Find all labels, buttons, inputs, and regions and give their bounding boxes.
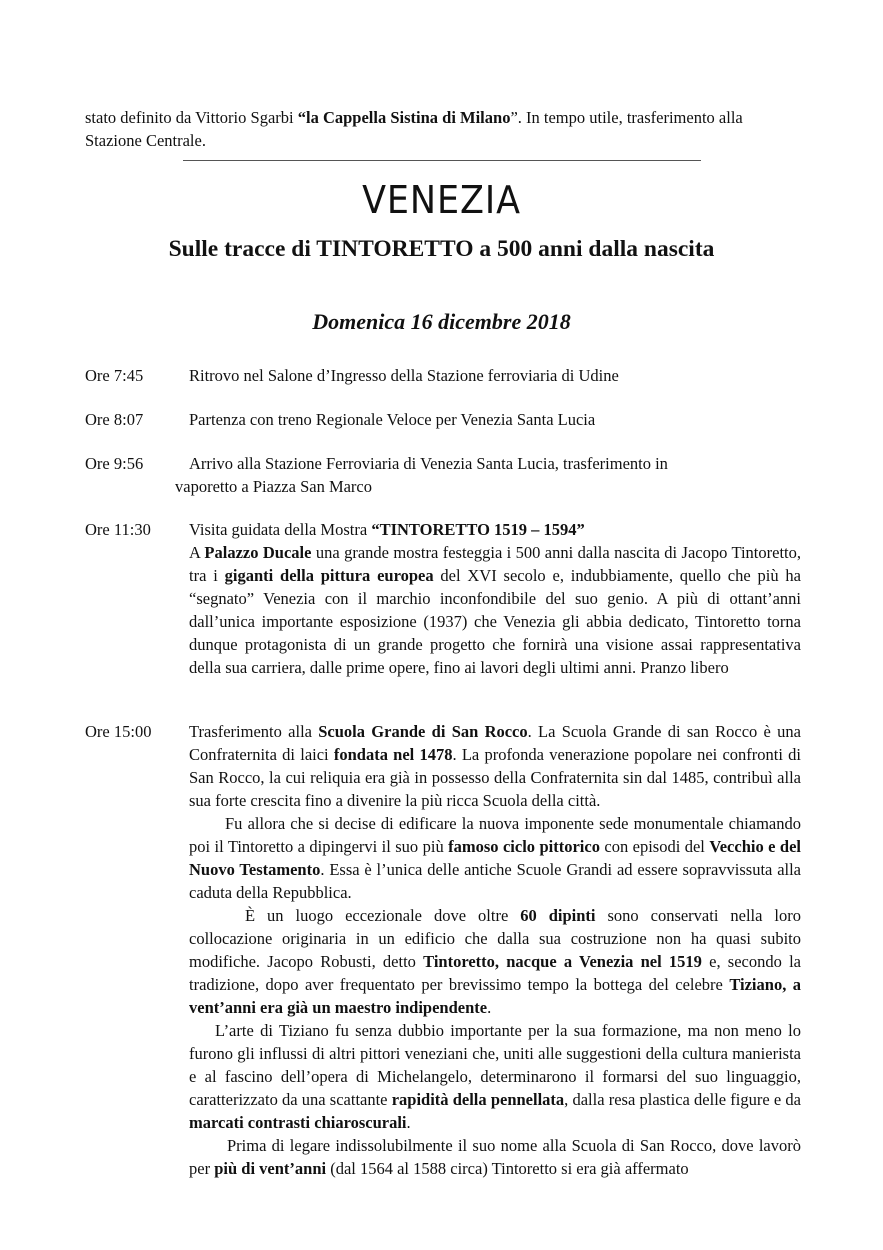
schedule-text-line: Arrivo alla Stazione Ferroviaria di Venezia Santa Lucia, trasferimento in: [189, 454, 668, 473]
schedule-text: [189, 720, 801, 1180]
schedule-time: Ore 8:07: [85, 410, 144, 429]
text-run: sono conservati nella loro collocazione originaria in un edificio che dalla sua costruzione non ha quasi subito modifiche. Jacopo Robusti, detto: [189, 906, 802, 971]
text-run: . La profonda venerazione popolare nei confronti di San Rocco, la cui reliquia era già in possesso della Confraternita sin dal 1485, contribuì alla sua forte crescita fino a divenire la più ricca Scuola della città.: [189, 745, 801, 810]
intro-bold: “la Cappella Sistina di Milano: [297, 108, 511, 127]
text-run: una grande mostra festeggia i 500 anni dalla nascita di Jacopo Tintoretto, tra i: [189, 543, 801, 585]
intro-text-end: ”. In tempo utile, trasferimento alla Stazione Centrale.: [85, 108, 743, 150]
intro-text: stato definito da Vittorio Sgarbi: [85, 108, 298, 127]
exhibition-description: [189, 541, 801, 679]
schedule-time: Ore 15:00: [85, 722, 152, 741]
bold-run: famoso ciclo pittorico: [448, 837, 600, 856]
text-run: . Essa è l’unica delle antiche Scuole Grandi ad essere sopravvissuta alla caduta della Repubblica.: [189, 860, 802, 902]
exhibition-heading-text: Visita guidata della Mostra: [189, 520, 372, 539]
bold-run: Vecchio e del Nuovo Testamento: [189, 837, 801, 879]
bold-run: marcati contrasti chiaroscurali: [189, 1113, 407, 1132]
text-run: È un luogo eccezionale dove oltre: [245, 906, 521, 925]
text-run: del XVI secolo e, indubbiamente, quello che più ha “segnato” Venezia con il marchio inconfondibile del suo genio. A più di ottant’anni dall’unica importante esposizione (1937) che Venezia gli abbia dedicato, Tintoretto torna dunque protagonista di un grande progetto che fornirà una visione assai rappresentativa della sua carriera, dalle prime opere, fino ai lavori degli ultimi anni. Pranzo libero: [189, 566, 801, 677]
bold-run: Scuola Grande di San Rocco: [318, 722, 528, 741]
scuola-paragraph-1: [189, 720, 801, 812]
bold-run: Tintoretto, nacque a Venezia nel 1519: [423, 952, 702, 971]
scuola-paragraph-2: [189, 812, 801, 904]
text-run: L’arte di Tiziano fu senza dubbio importante per la sua formazione, ma non meno lo furono gli influssi di altri pittori veneziani che, uniti alle suggestioni della cultura manierista e al fascino dell’opera di Michelangelo, determinarono il formarsi del suo linguaggio, caratterizzato da una scattante: [189, 1021, 801, 1109]
text-run: A: [189, 543, 205, 562]
scuola-paragraph-3: [189, 904, 801, 1019]
schedule-text-line: vaporetto a Piazza San Marco: [175, 477, 373, 496]
separator-rule: [183, 160, 701, 161]
bold-run: più di vent’anni: [214, 1159, 327, 1178]
exhibition-heading: [189, 518, 801, 541]
bold-run: fondata nel 1478: [333, 745, 453, 764]
schedule-time: Ore 11:30: [85, 520, 151, 539]
text-run: e, secondo la tradizione, dopo aver frequentato per brevissimo tempo la bottega del celebre: [189, 952, 801, 994]
bold-run: Tiziano, a vent’anni era già un maestro indipendente: [189, 975, 801, 1017]
text-run: con episodi del: [599, 837, 710, 856]
city-title: VENEZIA: [362, 178, 521, 222]
bold-run: rapidità della pennellata: [391, 1090, 565, 1109]
text-run: Trasferimento alla: [189, 722, 319, 741]
text-run: Prima di legare indissolubilmente il suo nome alla Scuola di San Rocco, dove lavorò per: [189, 1136, 801, 1178]
schedule-text: Partenza con treno Regionale Veloce per Venezia Santa Lucia: [189, 410, 596, 429]
bold-run: Palazzo Ducale: [204, 543, 312, 562]
schedule-time: Ore 9:56: [85, 454, 144, 473]
page-subtitle: Sulle tracce di TINTORETTO a 500 anni dalla nascita: [168, 236, 715, 262]
scuola-paragraph-5: [189, 1134, 801, 1180]
text-run: .: [406, 1113, 411, 1132]
schedule-text: [175, 452, 801, 498]
text-run: .: [487, 998, 492, 1017]
text-run: , dalla resa plastica delle figure e da: [564, 1090, 801, 1109]
text-run: Fu allora che si decise di edificare la nuova imponente sede monumentale chiamando poi il Tintoretto a dipingervi il suo più: [189, 814, 801, 856]
event-date: Domenica 16 dicembre 2018: [312, 309, 571, 334]
exhibition-name: “TINTORETTO 1519 – 1594”: [371, 520, 585, 539]
schedule-time: Ore 7:45: [85, 366, 144, 385]
schedule-text: [189, 518, 801, 679]
scuola-paragraph-4: [189, 1019, 801, 1134]
text-run: . La Scuola Grande di san Rocco è una Confraternita di laici: [189, 722, 801, 764]
schedule-text: Ritrovo nel Salone d’Ingresso della Stazione ferroviaria di Udine: [189, 366, 619, 385]
intro-paragraph: [85, 106, 801, 152]
text-run: (dal 1564 al 1588 circa) Tintoretto si era già affermato: [326, 1159, 689, 1178]
bold-run: giganti della pittura europea: [224, 566, 434, 585]
bold-run: 60 dipinti: [520, 906, 596, 925]
